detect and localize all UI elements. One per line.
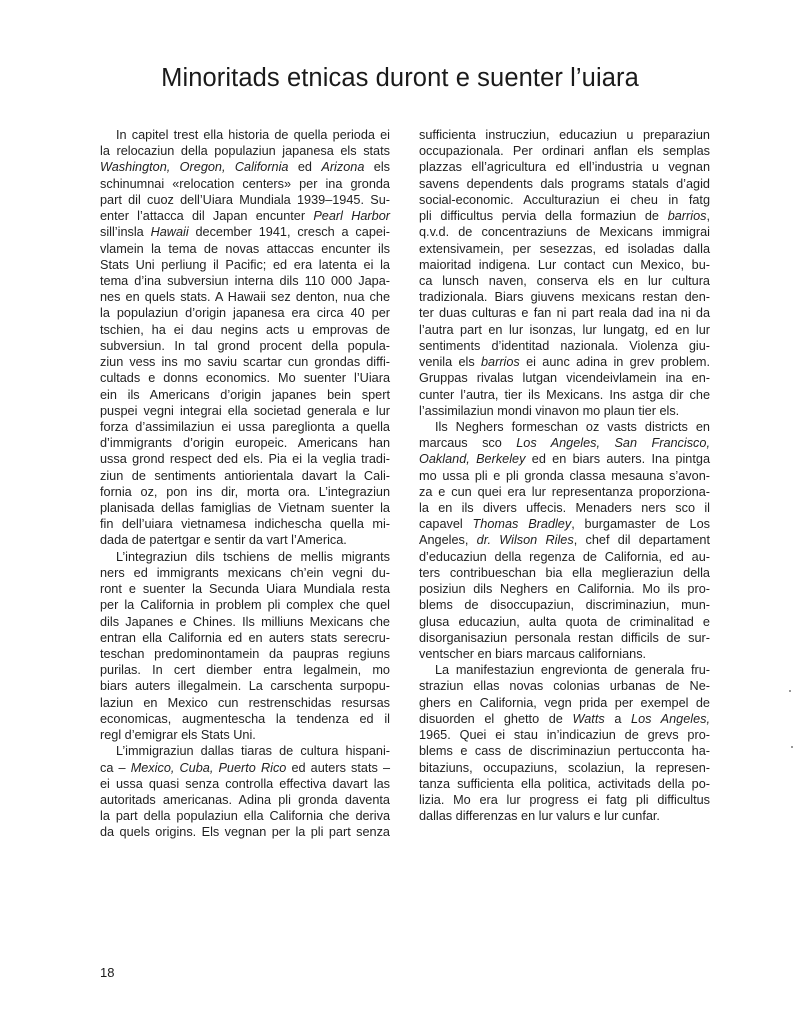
text-line: la part della populaziun ella California che deriva xyxy=(100,809,390,824)
text-line: regl d’emigrar els Stats Uni. xyxy=(100,728,256,743)
text-line: planisada dellas famiglias de Vietnam suenter la xyxy=(100,501,390,516)
scan-speck xyxy=(789,690,791,692)
text-line: nes en quels stats. A Hawaii sez denton, nua che xyxy=(100,290,390,305)
text-line: Gruppas rivalas lutgan vicendeivlamein ina en- xyxy=(419,371,710,386)
text-line: fin dell’uiara vietnamesa indichescha quella mi- xyxy=(100,517,390,532)
text-line: l’assimilaziun mondi vinavon mo plaun tier els. xyxy=(419,403,680,418)
text-line: marcaus sco Los Angeles, San Francisco, xyxy=(419,436,710,451)
text-line: sill’insla Hawaii december 1941, cresch a capei- xyxy=(100,225,390,240)
text-line: blems de disoccupaziun, discriminaziun, mun- xyxy=(419,598,710,613)
text-line: venila els barrios ei aunc adina in grev problem. xyxy=(419,355,711,370)
text-line: Ils Neghers formeschan oz vasts districts en xyxy=(435,419,710,434)
text-line: ussa grond respect ded els. Pia ei la veglia tradi- xyxy=(100,452,390,467)
text-line: la relocaziun della populaziun japanesa els stats xyxy=(100,144,390,159)
text-line: savens dependents dals programs statals d’agid xyxy=(419,176,710,191)
text-line: pli difficultus pervia della formaziun de barrios, xyxy=(419,209,710,224)
text-line: ghers en California, vegn prida per exempel de xyxy=(419,695,710,710)
text-line: schinumnai «relocation centers» per ina gronda xyxy=(100,176,390,191)
scan-speck xyxy=(791,746,793,748)
text-line: purilas. In cert diember entra legalmein, mo xyxy=(100,663,390,678)
text-line: ca lunsch naven, conserva els en lur cultura xyxy=(419,273,710,288)
text-line: biars auters illegalmein. La carschenta surpopu- xyxy=(100,679,390,694)
text-line: ventscher en biars marcaus californians. xyxy=(419,647,647,661)
text-line: extensivamein, per sesezzas, ed isoladas dalla xyxy=(419,241,710,256)
text-line: tradizionala. Biars giuvens mexicans restan den- xyxy=(419,290,710,305)
text-line: per la California in problem pli complex che quel xyxy=(100,598,390,613)
text-line: ein ils Americans d’origin japanes bein spert xyxy=(100,387,390,402)
text-line: dallas differenzas en lur valurs e lur cunfar. xyxy=(419,809,660,824)
text-line: dils Japanes e Chines. Ils milliuns Mexicans che xyxy=(100,614,390,629)
text-line: q.v.d. de concentraziuns de Mexicans immigrai xyxy=(419,225,710,240)
text-line: sufficienta instrucziun, educaziun u preparaziun xyxy=(419,128,710,142)
text-line: disuorden el ghetto de Watts a Los Angeles, xyxy=(419,711,711,726)
text-line: autoritads americanas. Adina pli gronda daventa xyxy=(100,792,390,807)
text-line: Stats Uni perliung il Pacific; ed era latenta ei la xyxy=(100,257,390,272)
text-line: d’educaziun della regenza de California, ed au- xyxy=(419,549,710,564)
text-line: Washington, Oregon, California ed Arizona els xyxy=(100,160,390,175)
text-line: enter l’attacca dil Japan encunter Pearl Harbor xyxy=(100,209,390,224)
text-line: L’immigraziun dallas tiaras de cultura hispani- xyxy=(116,744,390,759)
right-text-column xyxy=(419,127,710,824)
text-line: ca – Mexico, Cuba, Puerto Rico ed auters stats – xyxy=(100,760,391,775)
text-line: La manifestaziun engrevionta de generala fru- xyxy=(435,663,710,678)
text-line: fornia oz, pon ins dir, morta ora. L’integraziun xyxy=(100,484,390,499)
text-line: In capitel trest ella historia de quella perioda ei xyxy=(116,128,390,142)
text-line: ners ed immigrants mexicans ch’ein vegni du- xyxy=(100,565,390,580)
text-line: d’immigrants d’origin europeic. Americans han xyxy=(100,436,390,451)
text-line: sentiments d’identitad nazionala. Violenza giu- xyxy=(419,338,710,353)
text-line: economicas, augmentescha la tendenza ed il xyxy=(100,711,390,726)
text-line: posiziun dils Neghers en California. Mo ils pro- xyxy=(419,582,710,597)
text-line: bitaziuns, occupaziuns, scolaziun, la represen- xyxy=(419,760,710,775)
text-line: maioritad indigena. Lur contact cun Mexico, bu- xyxy=(419,257,710,272)
text-line: social-economic. Acculturaziun ei cheu in fatg xyxy=(419,192,710,207)
text-line: laziun en Mexico cun restrenschidas resursas xyxy=(100,695,390,710)
text-line: L’integraziun dils tschiens de mellis migrants xyxy=(116,549,390,564)
text-line: lizia. Mo era lur progress ei fatg pli difficultus xyxy=(419,792,710,807)
text-line: tanza sufficienta ella politica, activitads della po- xyxy=(419,776,710,791)
text-line: tschien, ha ei dau negins acts u emprovas de xyxy=(100,322,390,337)
text-line: occupazionala. Per ordinari anflan els semplas xyxy=(419,144,710,159)
text-line: forza d’assimilaziun ei ussa pareglionta a quella xyxy=(100,419,390,434)
text-line: ziun vess ins mo saviu scartar cun grondas diffi- xyxy=(100,355,390,370)
text-line: vlamein la tema de novas attaccas encunter ils xyxy=(100,241,390,256)
text-line: puspei vegni integrai ella societad generala e lur xyxy=(100,403,390,418)
text-line: la en ils divers uffecis. Menaders ners sco il xyxy=(419,501,710,516)
text-line: straziun ellas novas colonias urbanas de Ne- xyxy=(419,679,710,694)
text-line: blems e cass de discriminaziun pertucconta ha- xyxy=(419,744,710,759)
text-line: l’autra part en lur isonzas, lur lungatg, ed en lur xyxy=(419,322,710,337)
text-line: 1965. Quei ei stau in’indicaziun de grevs pro- xyxy=(419,728,710,743)
text-line: teschan predominontamein da paupras regiuns xyxy=(100,647,390,661)
text-line: dada de patertgar e sentir da vart l’America. xyxy=(100,533,347,548)
text-line: mo ussa pli e pli gronda classa mesauna s’avon- xyxy=(419,468,710,483)
text-line: cultads e donns economics. Mo suenter l’Uiara xyxy=(100,371,390,386)
text-line: glusa educaziun, aulta quota de criminalitad e xyxy=(419,614,710,629)
text-line: la populaziun d’origin japanesa era circa 40 per xyxy=(100,306,390,321)
text-line: part dil cuoz dell’Uiara Mundiala 1939–1945. Su- xyxy=(100,192,390,207)
text-line: Oakland, Berkeley ed en biars auters. Ina pintga xyxy=(419,452,710,467)
text-line: subversiun. In tal grond procent della popula- xyxy=(100,338,390,353)
text-line: za e cun quei era lur representanza proporziona- xyxy=(419,484,710,499)
page-number: 18 xyxy=(100,965,115,980)
text-line: Angeles, dr. Wilson Riles, chef dil departament xyxy=(419,533,710,548)
text-line: capavel Thomas Bradley, burgamaster de Los xyxy=(419,517,710,532)
text-line: disorganisaziun personala restan difficils de sur- xyxy=(419,630,710,645)
text-line: cunter l’autra, tier ils Mexicans. Ins astga dir che xyxy=(419,387,710,402)
text-line: ziun de sentiments antiorientala davart la Cali- xyxy=(100,468,390,483)
text-line: plazzas ell’agricultura ed ell’industria u vegnan xyxy=(419,160,710,175)
text-line: ront e suenter la Secunda Uiara Mundiala resta xyxy=(100,582,390,597)
text-line: ter duas culturas e fan ni part reala dad ina ni da xyxy=(419,306,710,321)
text-line: da quels origins. Els vegnan per la pli part senza xyxy=(100,825,390,840)
text-line: entran ella California ed en auters stats serecru- xyxy=(100,630,390,645)
text-line: tema d’ina subversiun interna dils 110 000 Japa- xyxy=(100,273,390,288)
text-line: ei ussa quasi senza controlla effectiva davart las xyxy=(100,776,390,791)
text-line: ters contribueschan bia ella meglieraziun della xyxy=(419,565,710,580)
page-title: Minoritads etnicas duront e suenter l’uiara xyxy=(161,64,639,92)
left-text-column xyxy=(100,127,390,841)
